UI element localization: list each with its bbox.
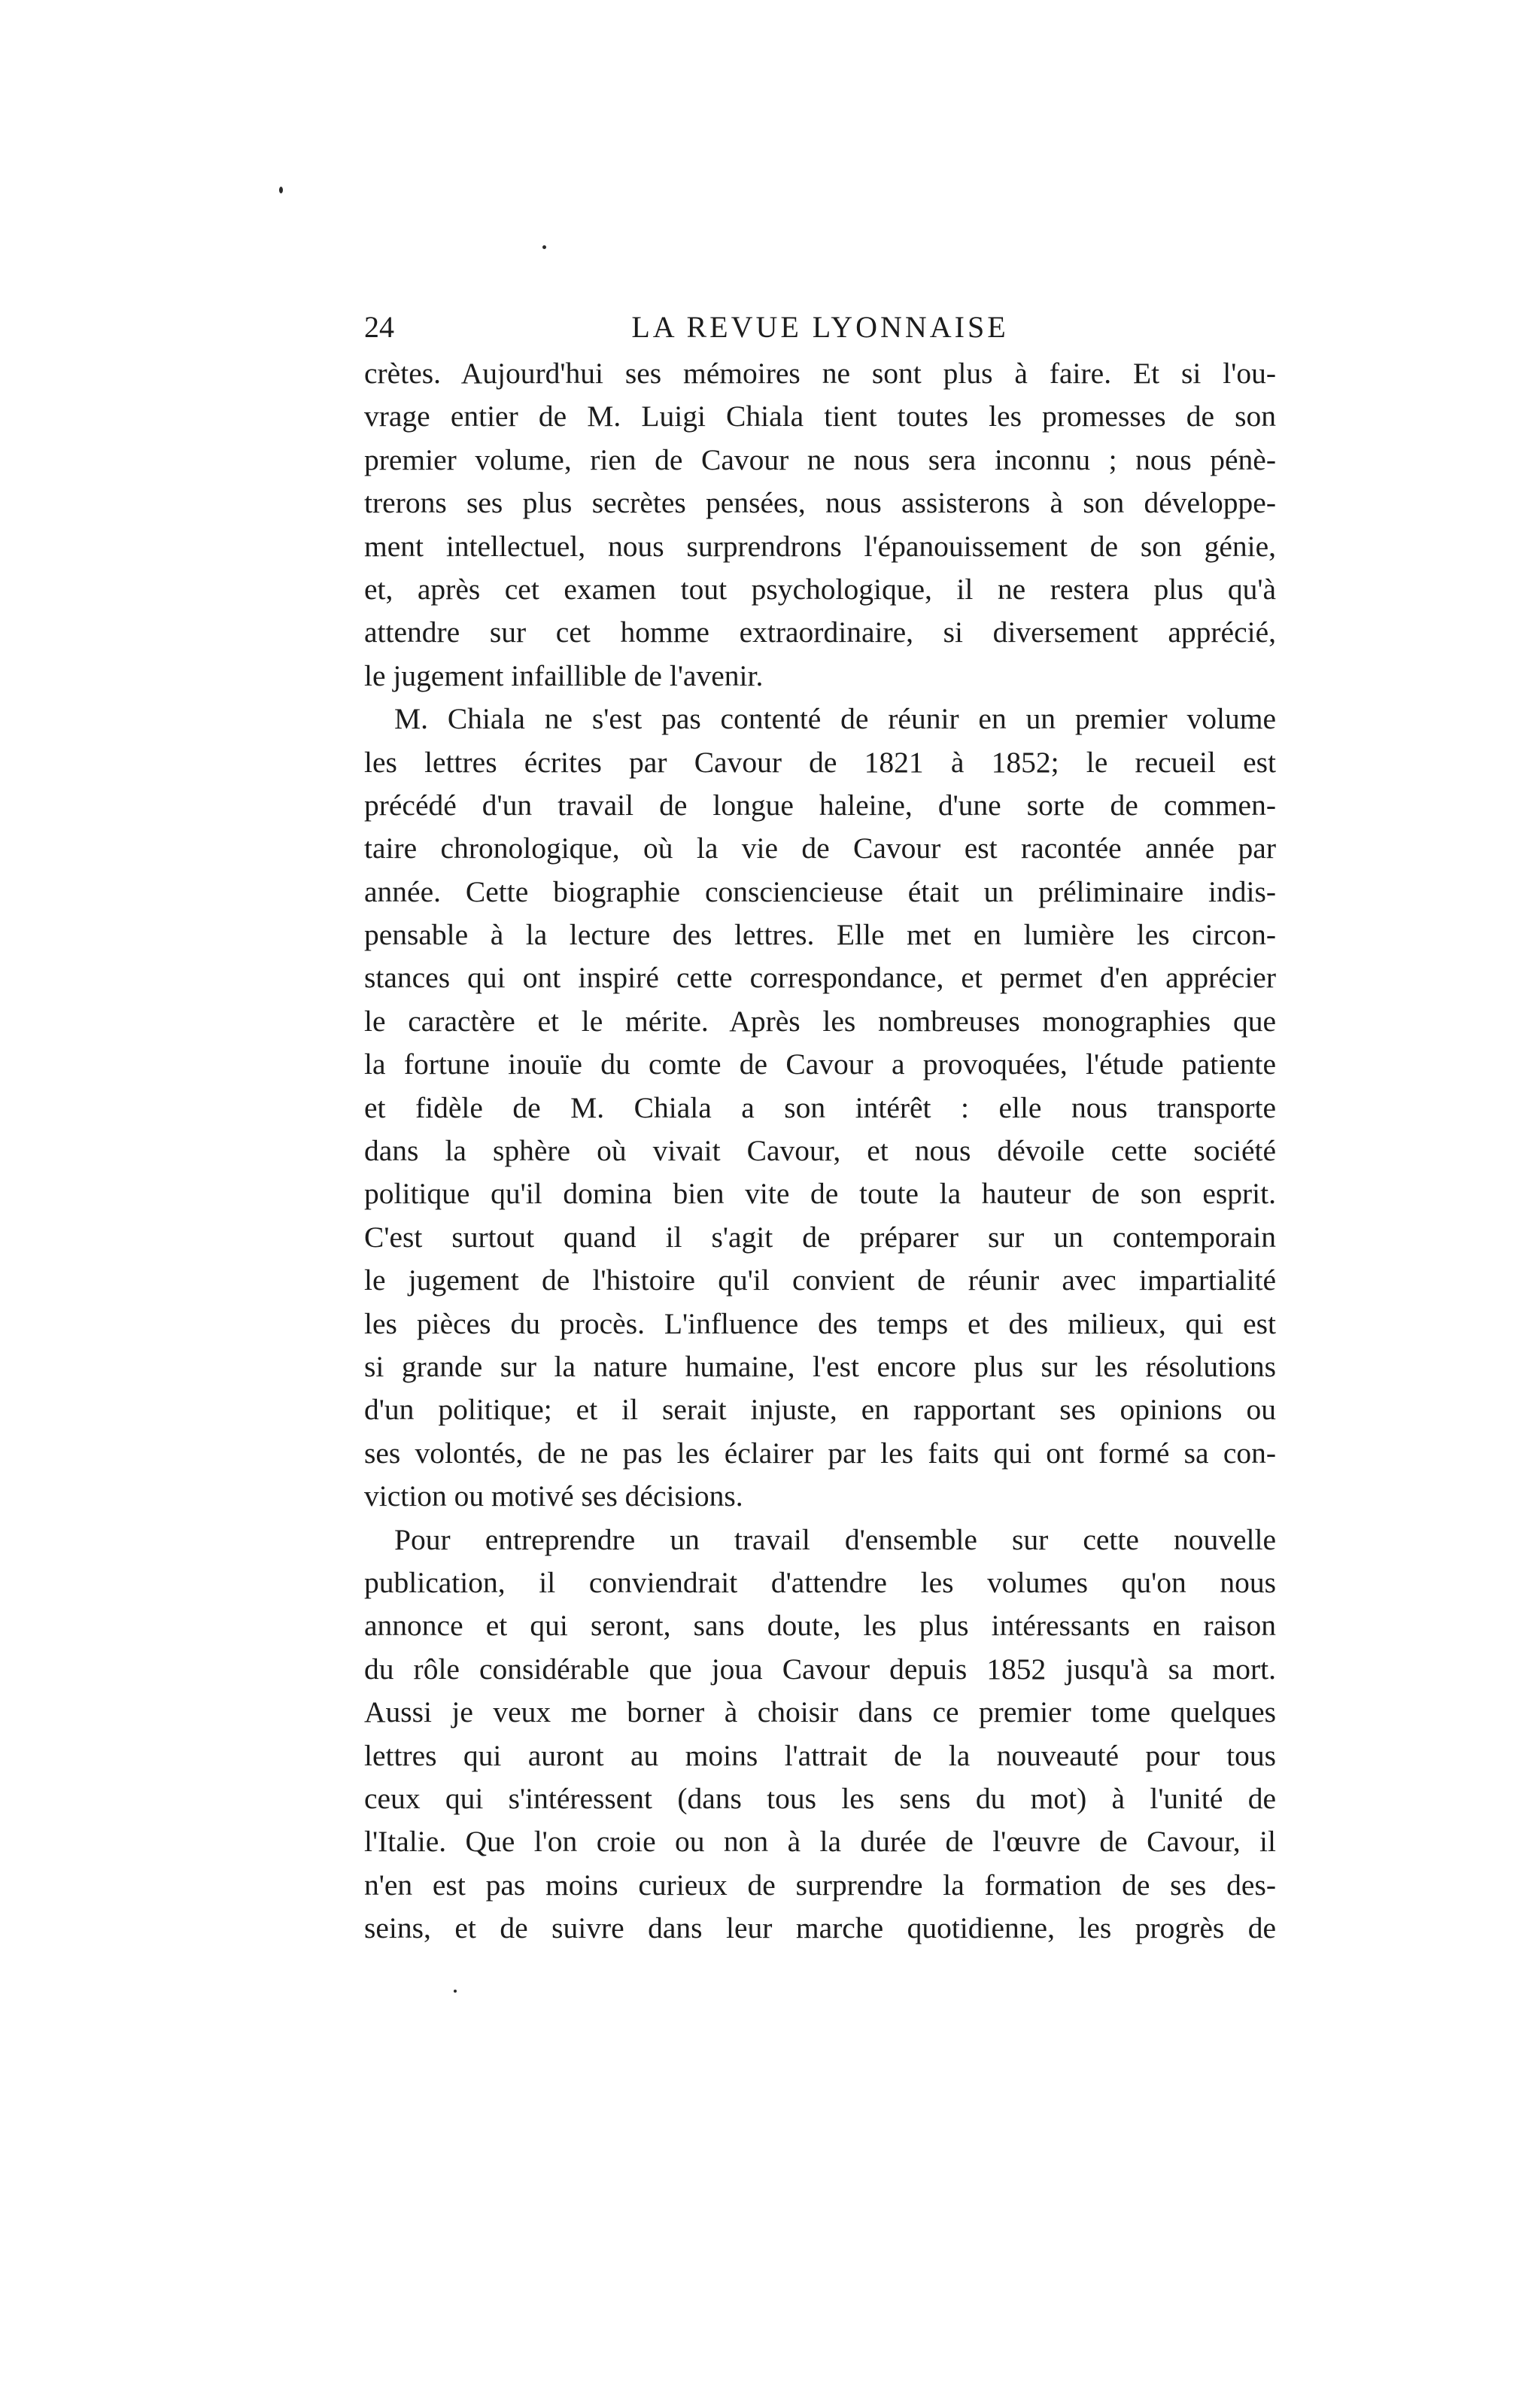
text-line: les lettres écrites par Cavour de 1821 à 1852; le recueil est: [364, 745, 1276, 779]
text-line: ses volontés, de ne pas les éclairer par les faits qui ont formé sa con-: [364, 1436, 1276, 1470]
text-line: ceux qui s'intéressent (dans tous les sens du mot) à l'unité de: [364, 1781, 1276, 1815]
text-line: pensable à la lecture des lettres. Elle met en lumière les circon-: [364, 918, 1276, 952]
text-line: d'un politique; et il serait injuste, en rapportant ses opinions ou: [364, 1393, 1276, 1427]
text-line: trerons ses plus secrètes pensées, nous assisterons à son développe-: [364, 486, 1276, 520]
text-line: le jugement infaillible de l'avenir.: [364, 658, 764, 692]
text-line: politique qu'il domina bien vite de toute la hauteur de son esprit.: [364, 1177, 1276, 1211]
text-line: le jugement de l'histoire qu'il convient de réunir avec impartialité: [364, 1263, 1276, 1297]
text-line: ment intellectuel, nous surprendrons l'épanouissement de son génie,: [364, 529, 1276, 563]
running-title: LA REVUE LYONNAISE: [631, 310, 1009, 344]
text-line: attendre sur cet homme extraordinaire, si diversement apprécié,: [364, 616, 1276, 649]
text-line: vrage entier de M. Luigi Chiala tient toutes les promesses de son: [364, 400, 1276, 433]
text-line: précédé d'un travail de longue haleine, d'une sorte de commen-: [364, 788, 1276, 822]
text-line: et fidèle de M. Chiala a son intérêt : elle nous transporte: [364, 1090, 1276, 1124]
body-text: [364, 352, 1276, 1950]
text-line: annonce et qui seront, sans doute, les plus intéressants en raison: [364, 1609, 1276, 1643]
text-line: l'Italie. Que l'on croie ou non à la durée de l'œuvre de Cavour, il: [364, 1825, 1276, 1859]
text-line: si grande sur la nature humaine, l'est encore plus sur les résolutions: [364, 1349, 1276, 1383]
text-line: et, après cet examen tout psychologique, il ne restera plus qu'à: [364, 572, 1276, 606]
paragraph-1: [364, 352, 1276, 698]
text-line: taire chronologique, où la vie de Cavour est racontée année par: [364, 832, 1276, 865]
text-line: du rôle considérable que joua Cavour depuis 1852 jusqu'à sa mort.: [364, 1652, 1276, 1686]
text-line: les pièces du procès. L'influence des temps et des milieux, qui est: [364, 1306, 1276, 1340]
text-line: Pour entreprendre un travail d'ensemble sur cette nouvelle: [394, 1522, 1276, 1556]
paragraph-3: [364, 1519, 1276, 1950]
text-line: Aussi je veux me borner à choisir dans ce premier tome quelques: [364, 1695, 1276, 1729]
text-line: viction ou motivé ses décisions.: [364, 1479, 743, 1513]
text-line: seins, et de suivre dans leur marche quotidienne, les progrès de: [364, 1911, 1276, 1945]
text-line: premier volume, rien de Cavour ne nous sera inconnu ; nous pénè-: [364, 442, 1276, 476]
ink-speck: [454, 1990, 457, 1993]
text-line: stances qui ont inspiré cette correspondance, et permet d'en apprécier: [364, 961, 1276, 995]
page-number: 24: [364, 310, 394, 344]
ink-speck: [542, 245, 546, 249]
text-line: année. Cette biographie consciencieuse était un préliminaire indis-: [364, 874, 1276, 908]
text-line: la fortune inouïe du comte de Cavour a provoquées, l'étude patiente: [364, 1047, 1276, 1081]
text-line: n'en est pas moins curieux de surprendre la formation de ses des-: [364, 1868, 1276, 1902]
text-line: publication, il conviendrait d'attendre les volumes qu'on nous: [364, 1565, 1276, 1599]
paragraph-2: [364, 698, 1276, 1518]
running-head: [364, 305, 1276, 350]
text-line: lettres qui auront au moins l'attrait de la nouveauté pour tous: [364, 1738, 1276, 1772]
text-line: le caractère et le mérite. Après les nombreuses monographies que: [364, 1004, 1276, 1038]
text-line: C'est surtout quand il s'agit de préparer sur un contemporain: [364, 1220, 1276, 1254]
text-line: M. Chiala ne s'est pas contenté de réunir en un premier volume: [394, 702, 1276, 736]
ink-speck: [279, 187, 283, 193]
text-line: dans la sphère où vivait Cavour, et nous dévoile cette société: [364, 1134, 1276, 1168]
text-line: crètes. Aujourd'hui ses mémoires ne sont plus à faire. Et si l'ou-: [364, 357, 1276, 390]
